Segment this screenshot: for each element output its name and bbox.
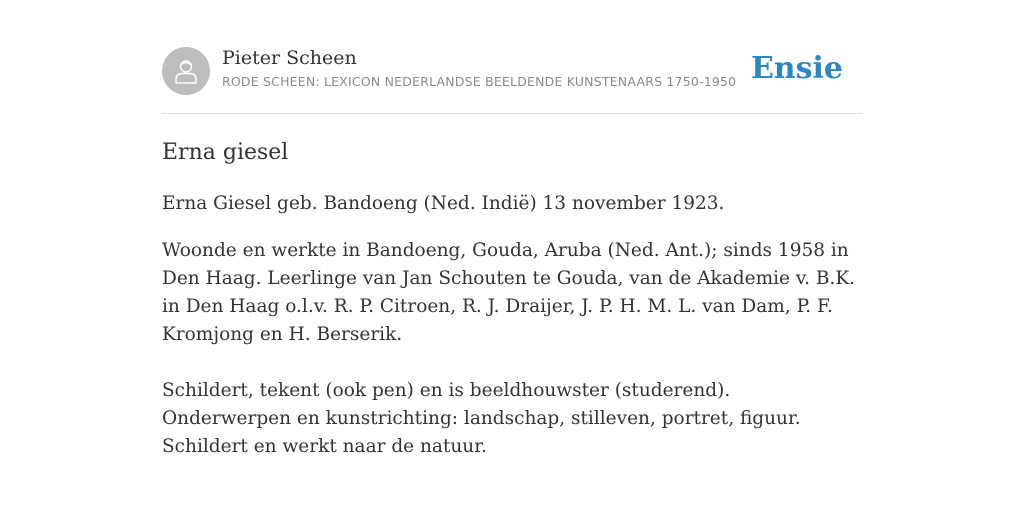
- article-paragraph: Woonde en werkte in Bandoeng, Gouda, Aruba (Ned. Ant.); sinds 1958 in Den Haag. Leerlinge van Jan Schouten te Gouda, van de Akademie v. B.K. in Den Haag o.l.v. R. P. Citroen, R. J. Draijer, J. P. H. M. L. van Dam, P. F. Kromjong en H. Berserik.: [162, 240, 856, 345]
- article-paragraph: Erna Giesel geb. Bandoeng (Ned. Indië) 13 november 1923.: [162, 193, 725, 214]
- author-avatar[interactable]: [162, 47, 210, 95]
- article-body: [162, 190, 862, 480]
- header-divider: [162, 113, 862, 114]
- article-title: Erna giesel: [162, 140, 289, 165]
- user-icon: [171, 56, 201, 86]
- article-paragraph: Schildert, tekent (ook pen) en is beeldhouwster (studerend). Onderwerpen en kunstrichting: landschap, stilleven, portret, figuur. Schildert en werkt naar de natuur.: [162, 380, 801, 457]
- brand-logo[interactable]: Ensie: [750, 51, 843, 86]
- source-title[interactable]: RODE SCHEEN: LEXICON NEDERLANDSE BEELDENDE KUNSTENAARS 1750-1950: [222, 74, 737, 89]
- author-name[interactable]: Pieter Scheen: [222, 47, 357, 69]
- article-header: [162, 46, 862, 96]
